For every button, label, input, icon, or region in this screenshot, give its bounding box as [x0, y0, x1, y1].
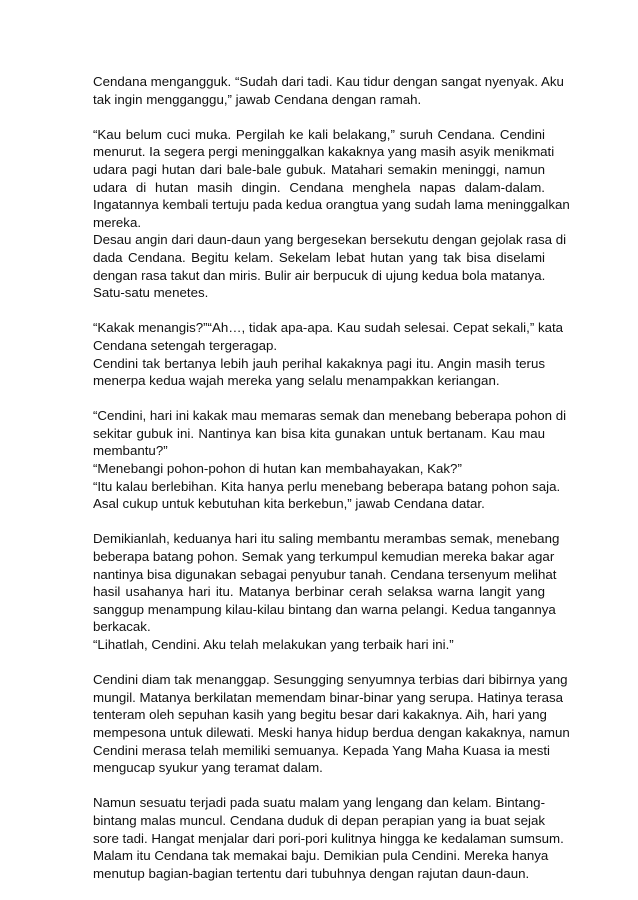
text-line: “Menebangi pohon-pohon di hutan kan membahayakan, Kak?” — [93, 461, 462, 477]
text-line: Cendini merasa telah memiliki semuanya. Kepada Yang Maha Kuasa ia mesti — [93, 742, 551, 758]
text-line: Cendini tak bertanya lebih jauh perihal kakaknya pagi itu. Angin masih terus — [93, 355, 545, 371]
paragraph — [93, 319, 564, 389]
text-line: tenteram oleh sepuhan kasih yang begitu besar dari kakaknya. Aih, hari yang — [93, 707, 547, 723]
text-line: Desau angin dari daun-daun yang bergesekan bersekutu dengan gejolak rasa di — [93, 232, 567, 248]
text-line: dada Cendana. Begitu kelam. Sekelam lebat hutan yang tak bisa diselami — [93, 249, 545, 265]
text-line: udara di hutan masih dingin. Cendana menghela napas dalam-dalam. — [93, 179, 545, 195]
text-line: Satu-satu menetes. — [93, 285, 209, 301]
text-line: Asal cukup untuk kebutuhan kita berkebun,” jawab Cendana datar. — [93, 496, 485, 512]
text-line: udara pagi hutan dari bale-bale gubuk. Matahari semakin meninggi, namun — [93, 161, 545, 177]
text-line: hasil usahanya hari itu. Matanya berbinar cerah selaksa warna langit yang — [93, 584, 545, 600]
text-line: menurut. Ia segera pergi meninggalkan kakaknya yang masih asyik menikmati — [93, 144, 555, 160]
text-line: tak ingin mengganggu,” jawab Cendana dengan ramah. — [93, 91, 422, 107]
text-line: “Kakak menangis?”“Ah…, tidak apa-apa. Kau sudah selesai. Cepat sekali,” kata — [93, 320, 564, 336]
paragraph — [93, 671, 570, 777]
text-line: Ingatannya kembali tertuju pada kedua orangtua yang sudah lama meninggalkan — [93, 197, 570, 213]
document-page — [93, 73, 570, 900]
text-line: mungil. Matanya berkilatan memendam binar-binar yang serupa. Hatinya terasa — [93, 689, 564, 705]
text-line: menerpa kedua wajah mereka yang selalu menampakkan keriangan. — [93, 373, 500, 389]
text-line: “Lihatlah, Cendini. Aku telah melakukan yang terbaik hari ini.” — [93, 637, 454, 652]
text-line: bintang malas muncul. Cendana duduk di depan perapian yang ia buat sejak — [93, 812, 545, 828]
paragraph — [93, 530, 560, 653]
text-line: membantu?” — [93, 443, 168, 459]
text-line: Cendana setengah tergeragap. — [93, 337, 278, 353]
paragraph — [93, 794, 564, 882]
text-line: Cendana mengangguk. “Sudah dari tadi. Kau tidur dengan sangat nyenyak. Aku — [93, 74, 564, 89]
paragraph — [93, 126, 570, 302]
text-line: “Cendini, hari ini kakak mau memaras semak dan menebang beberapa pohon di — [93, 408, 567, 424]
paragraph — [93, 407, 567, 513]
text-line: menutup bagian-bagian tertentu dari tubuhnya dengan rajutan daun-daun. — [93, 865, 530, 881]
text-line: “Itu kalau berlebihan. Kita hanya perlu menebang beberapa batang pohon saja. — [93, 478, 561, 494]
text-line: Malam itu Cendana tak memakai baju. Demikian pula Cendini. Mereka hanya — [93, 848, 549, 864]
text-line: Cendini diam tak menanggap. Sesungging senyumnya terbias dari bibirnya yang — [93, 672, 568, 688]
text-line: beberapa batang pohon. Semak yang terkumpul kemudian mereka bakar agar — [93, 549, 555, 565]
text-line: mereka. — [93, 214, 142, 230]
text-line: mengucap syukur yang teramat dalam. — [93, 760, 323, 776]
text-line: Namun sesuatu terjadi pada suatu malam yang lengang dan kelam. Bintang- — [93, 795, 545, 811]
text-line: Demikianlah, keduanya hari itu saling membantu merambas semak, menebang — [93, 531, 560, 547]
text-line: sanggup menampung kilau-kilau bintang dan warna pelangi. Kedua tangannya — [93, 601, 556, 617]
text-line: berkacak. — [93, 619, 151, 635]
text-line: “Kau belum cuci muka. Pergilah ke kali belakang,” suruh Cendana. Cendini — [93, 126, 545, 142]
text-line: sore tadi. Hangat menjalar dari pori-pori kulitnya hingga ke kedalaman sumsum. — [93, 830, 564, 846]
text-line: nantinya bisa digunakan sebagai penyubur tanah. Cendana tersenyum melihat — [93, 566, 557, 582]
text-line: dengan rasa takut dan miris. Bulir air berpucuk di ujung kedua bola matanya. — [93, 267, 546, 283]
text-line: sekitar gubuk ini. Nantinya kan bisa kita gunakan untuk bertanam. Kau mau — [93, 425, 545, 441]
paragraph — [93, 73, 564, 108]
text-line: mempesona untuk dilewati. Meski hanya hidup berdua dengan kakaknya, namun — [93, 724, 570, 740]
